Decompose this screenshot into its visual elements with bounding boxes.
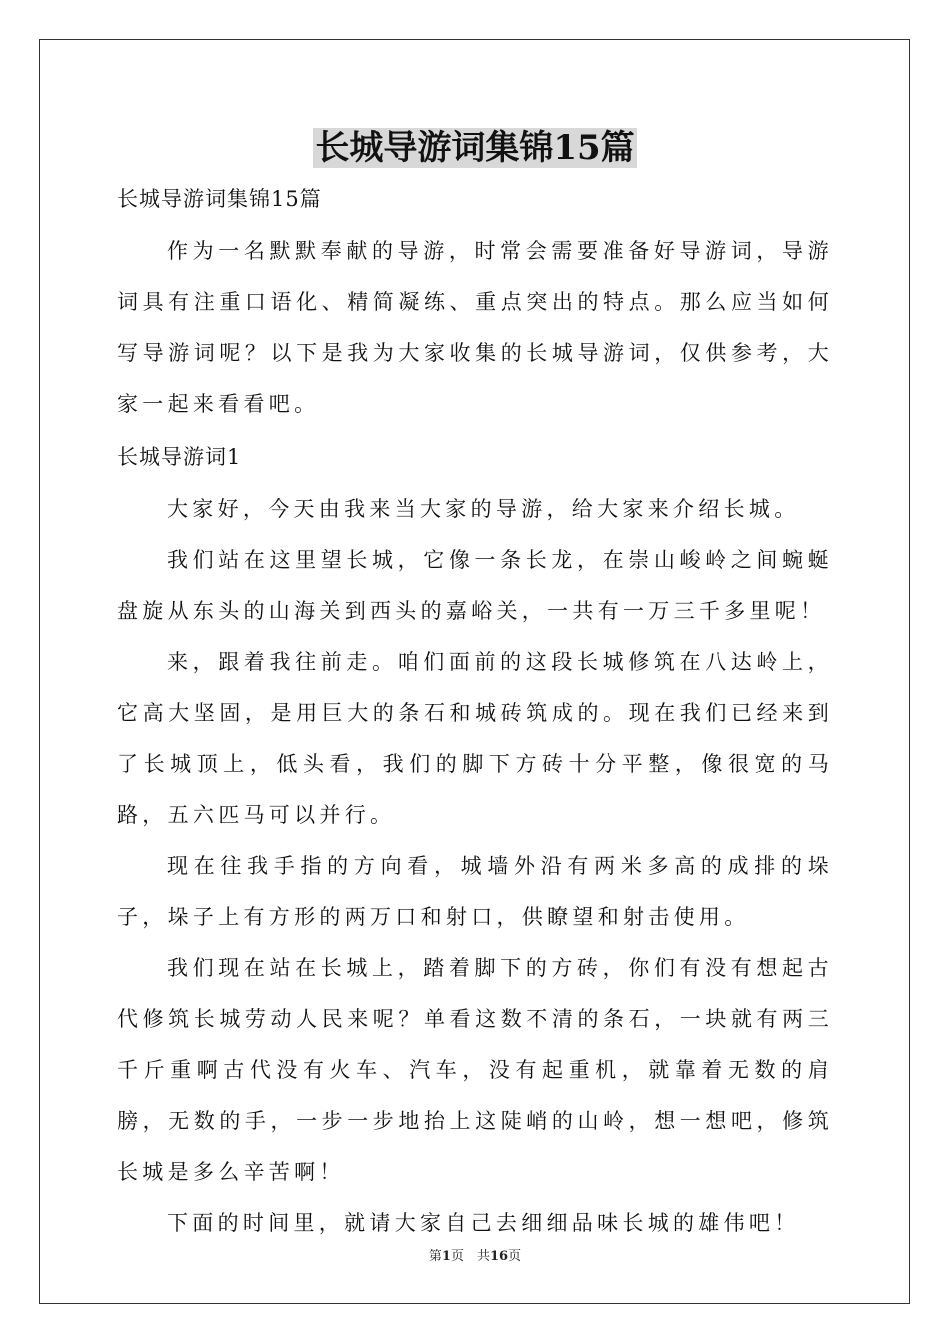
body-paragraph: 下面的时间里，就请大家自己去细细品味长城的雄伟吧！ (167, 1211, 800, 1235)
body-paragraph: 来，跟着我往前走。咱们面前的这段长城修筑在八达岭上，它高大坚固，是用巨大的条石和城砖筑成的。现在我们已经来到了长城顶上，低头看，我们的脚下方砖十分平整，像很宽的马路，五六匹马可以并行。 (117, 650, 833, 827)
section-heading: 长城导游词1 (117, 445, 242, 469)
intro-paragraph: 作为一名默默奉献的导游，时常会需要准备好导游词，导游词具有注重口语化、精简凝练、重点突出的特点。那么应当如何写导游词呢？以下是我为大家收集的长城导游词，仅供参考，大家一起来看看吧。 (117, 239, 833, 416)
body-paragraph: 现在往我手指的方向看，城墙外沿有两米多高的成排的垛子，垛子上有方形的两万口和射口，供瞭望和射击使用。 (117, 854, 833, 929)
body-paragraph: 我们现在站在长城上，踏着脚下的方砖，你们有没有想起古代修筑长城劳动人民来呢？单看这数不清的条石，一块就有两三千斤重啊古代没有火车、汽车，没有起重机，就靠着无数的肩膀，无数的手，一步一步地抬上这陡峭的山岭，想一想吧，修筑长城是多么辛苦啊！ (117, 956, 833, 1184)
body-paragraph: 我们站在这里望长城，它像一条长龙，在崇山峻岭之间蜿蜒盘旋从东头的山海关到西头的嘉峪关，一共有一万三千多里呢！ (117, 548, 833, 623)
document-subtitle: 长城导游词集锦15篇 (117, 187, 322, 211)
footer-prefix: 第 (428, 1249, 442, 1264)
document-body (117, 178, 833, 1249)
document-title (0, 124, 950, 172)
page-footer (0, 1247, 950, 1267)
body-paragraph: 大家好，今天由我来当大家的导游，给大家来介绍长城。 (167, 497, 800, 521)
footer-mid: 页 共 (450, 1249, 490, 1264)
document-title-text: 长城导游词集锦15篇 (315, 128, 635, 168)
footer-suffix: 页 (508, 1249, 522, 1264)
footer-page-total: 16 (489, 1249, 509, 1264)
footer-page-current: 1 (441, 1249, 451, 1264)
